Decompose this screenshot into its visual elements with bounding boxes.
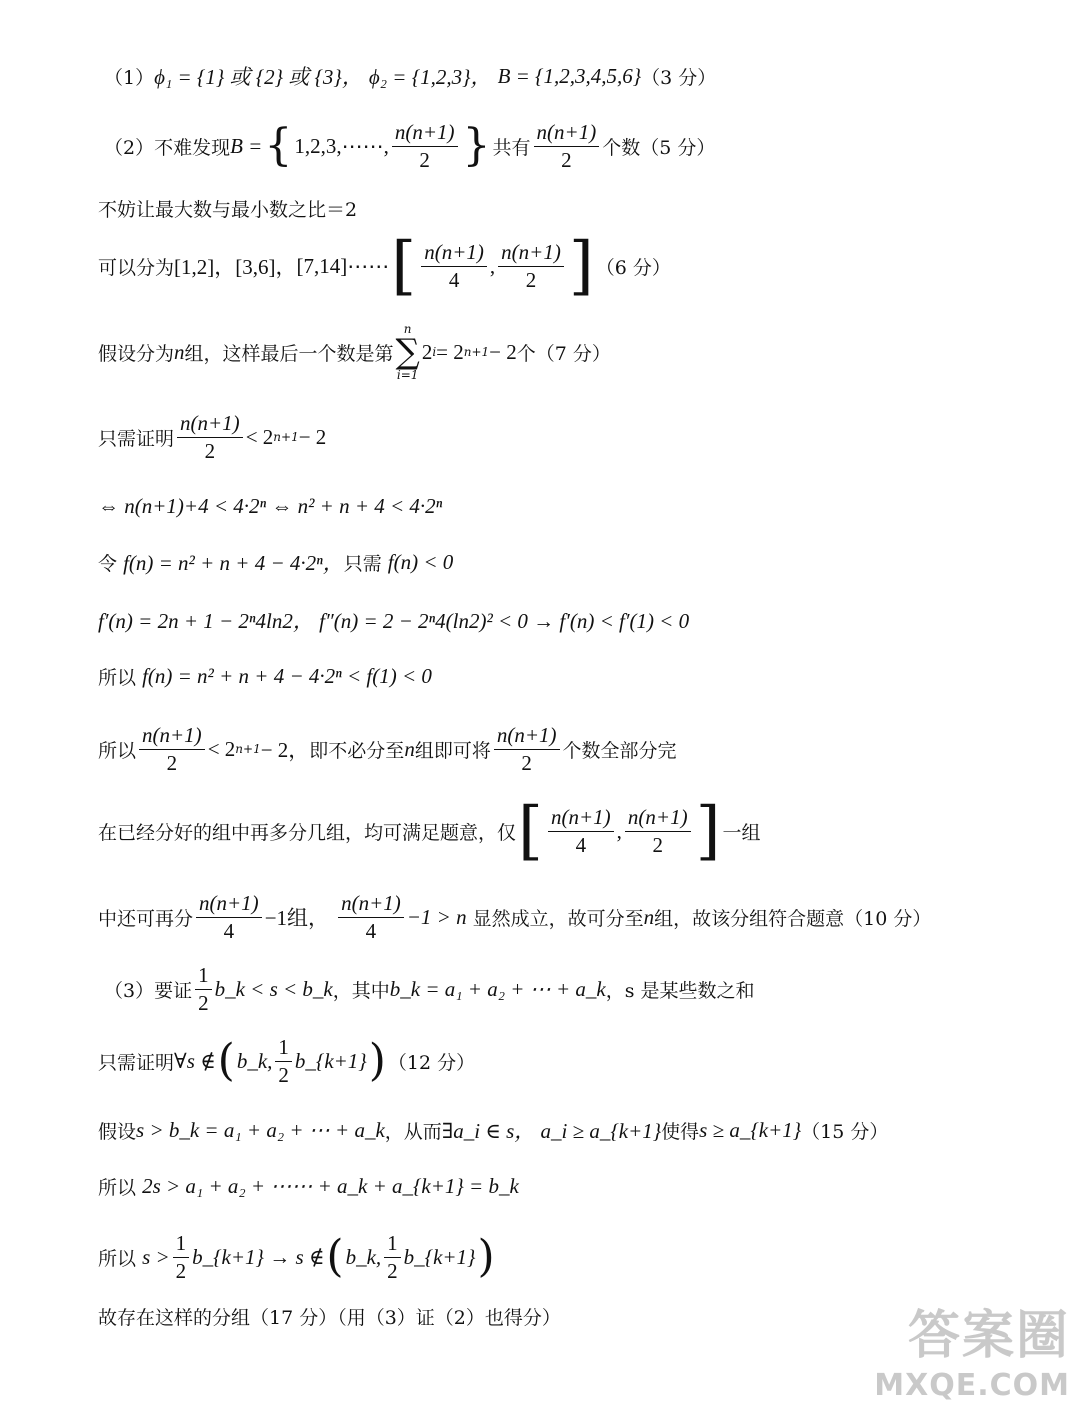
solution-line-9	[98, 604, 1050, 636]
formula: − 2，	[260, 738, 310, 762]
formula: 1,2,3,⋯⋯,	[294, 133, 389, 158]
text: 所以	[98, 1176, 137, 1199]
watermark-url: MXQE.COM	[874, 1368, 1070, 1403]
denominator: 2	[561, 147, 572, 172]
formula: −1组，	[264, 906, 330, 930]
formula: − 2	[298, 424, 327, 449]
denominator: 2	[166, 750, 178, 775]
fraction	[384, 1232, 401, 1281]
part-label: （1）	[104, 66, 155, 89]
solution-line-11	[98, 720, 1050, 778]
formula: ϕ₂ = {1,2,3}，	[368, 65, 492, 89]
right-paren: )	[368, 1035, 386, 1086]
denominator: 4	[448, 267, 460, 292]
text: 在已经分好的组中再多分几组，均可满足题意，仅	[98, 821, 517, 844]
part-label: （2）不难发现	[104, 136, 231, 159]
solution-line-7	[98, 490, 1050, 522]
denominator: 2	[419, 147, 430, 172]
denominator: 2	[175, 1258, 187, 1283]
formula: b_k,	[345, 1244, 382, 1269]
solution-line-12: 在已经分好的组中再多分几组，均可满足题意，仅 [ $\frac{n(n+1)}{4}$ , $\frac{n(n+1)}{2}$ ] 一组	[98, 794, 761, 868]
text: 只需证明	[98, 427, 175, 450]
solution-line-2	[104, 116, 1050, 176]
formula: B = {1,2,3,4,5,6}	[497, 63, 642, 88]
solution-line-15	[98, 1030, 1050, 1092]
formula: b_k = a₁ + a₂ + ⋯ + a_k	[389, 976, 606, 1001]
fraction	[173, 1232, 190, 1281]
numerator: n(n+1)	[421, 241, 487, 266]
right-brace: }	[462, 120, 491, 171]
numerator: n(n+1)	[139, 724, 205, 749]
text: 一组	[722, 821, 761, 844]
denominator: 2	[525, 267, 537, 292]
sigma-symbol: ∑	[395, 332, 420, 372]
numerator: n(n+1)	[177, 412, 243, 437]
part-label: （3）要证	[104, 979, 193, 1002]
solution-line-6	[98, 408, 1050, 466]
fraction	[625, 806, 691, 855]
formula: b_k,	[236, 1048, 273, 1073]
variable: n	[404, 736, 415, 761]
exponent: n+1	[463, 345, 490, 359]
formula: 2s > a₁ + a₂ + ⋯⋯ + a_k + a_{k+1} = b_k	[142, 1173, 519, 1198]
variable: n	[174, 339, 185, 364]
numerator: n(n+1)	[338, 892, 404, 917]
formula: B =	[230, 133, 263, 158]
text: 组，故该分组符合题意（10 分）	[654, 907, 932, 930]
fraction	[548, 806, 614, 855]
solution-line-14	[104, 960, 1050, 1018]
right-paren: )	[477, 1231, 495, 1282]
text: 只需	[343, 552, 382, 575]
text: 不妨让最大数与最小数之比＝2	[98, 198, 358, 221]
formula: s >	[142, 1244, 170, 1269]
formula: ϕ₁ = {1} 或 {2} 或 {3}，	[154, 65, 363, 89]
fraction	[534, 121, 600, 170]
formula: b_{k+1}	[403, 1244, 476, 1269]
formula: ∃a_i ∈ s， a_i ≥ a_{k+1}	[441, 1119, 662, 1143]
denominator: 2	[652, 832, 663, 857]
fraction	[392, 121, 458, 170]
text: 只需证明	[98, 1051, 175, 1074]
text: 假设	[98, 1120, 137, 1143]
numerator: n(n+1)	[392, 121, 458, 146]
text: 个（7 分）	[516, 342, 611, 365]
score-note: （12 分）	[387, 1051, 476, 1074]
numerator: 1	[384, 1232, 401, 1257]
text: 所以	[98, 666, 137, 689]
fraction	[338, 892, 404, 941]
text: ，s 是某些数之和	[605, 979, 755, 1002]
numerator: n(n+1)	[498, 241, 564, 266]
text: 所以	[98, 739, 137, 762]
text: 可以分为	[98, 256, 175, 279]
left-brace: {	[264, 120, 293, 171]
score-note: （6 分）	[595, 256, 671, 279]
summation	[396, 323, 420, 381]
solution-line-10	[98, 660, 1050, 692]
numerator: n(n+1)	[494, 724, 560, 749]
solution-line-18	[98, 1226, 1050, 1288]
text: 中还可再分	[98, 907, 194, 930]
formula: 2	[421, 339, 433, 364]
fraction	[421, 241, 487, 290]
formula: ⇔ n(n+1)+4 < 4·2ⁿ ⇔ n² + n + 4 < 4·2ⁿ	[98, 493, 443, 518]
numerator: n(n+1)	[534, 121, 600, 146]
text: 个数全部分完	[562, 739, 677, 762]
text: 共有	[492, 136, 531, 159]
exponent: n+1	[273, 430, 299, 444]
fraction	[139, 724, 205, 773]
fraction	[494, 724, 560, 773]
denominator: 2	[278, 1062, 289, 1087]
solution-line-1	[104, 60, 1050, 92]
solution-line-16	[98, 1114, 1050, 1146]
text: 所以	[98, 1247, 137, 1270]
sum-lower: i=1	[396, 368, 419, 382]
fraction	[177, 412, 243, 461]
fraction	[195, 964, 212, 1013]
denominator: 4	[365, 918, 377, 943]
interval: [1,2]，	[174, 255, 236, 279]
formula: − 2	[489, 339, 517, 364]
formula: f(n) = n² + n + 4 − 4·2ⁿ < f(1) < 0	[142, 663, 432, 688]
exponent: n+1	[235, 742, 261, 756]
denominator: 2	[387, 1258, 398, 1283]
denominator: 2	[204, 438, 216, 463]
solution-line-13	[98, 888, 1050, 946]
formula: ∀s ∉	[174, 1048, 216, 1073]
left-paren: (	[217, 1035, 235, 1086]
solution-line-5	[98, 322, 1050, 382]
formula: −1 > n	[406, 904, 467, 929]
text: 个数（5 分）	[602, 136, 716, 159]
text: 假设分为	[98, 342, 175, 365]
exponent: i	[432, 345, 437, 359]
numerator: n(n+1)	[548, 806, 614, 831]
formula: = 2	[436, 339, 464, 364]
left-paren: (	[326, 1231, 344, 1282]
fraction	[275, 1036, 292, 1085]
left-bracket: [	[391, 229, 417, 303]
fraction	[498, 241, 564, 290]
text: ，从而	[384, 1120, 442, 1143]
numerator: n(n+1)	[196, 892, 262, 917]
interval: [7,14]⋯⋯	[296, 253, 390, 278]
watermark-logo	[874, 1293, 1070, 1403]
formula: f(n) < 0	[387, 549, 454, 574]
denominator: 4	[575, 832, 587, 857]
solution-line-8	[98, 546, 1050, 578]
denominator: 2	[521, 750, 532, 775]
text: 令	[98, 552, 118, 575]
variable: n	[643, 904, 655, 929]
left-bracket: [	[518, 794, 543, 868]
denominator: 4	[223, 918, 235, 943]
formula: < 2	[207, 736, 236, 761]
formula: b_k < s < b_k	[214, 976, 333, 1001]
denominator: 2	[198, 990, 209, 1015]
formula: f′(n) = 2n + 1 − 2ⁿ4ln2， f″(n) = 2 − 2ⁿ4(ln2)² < 0 → f′(n) < f′(1) < 0	[98, 609, 690, 633]
text: 故存在这样的分组（17 分）（用（3）证（2）也得分）	[98, 1306, 561, 1329]
numerator: 1	[173, 1232, 190, 1257]
formula: b_{k+1} → s ∉	[192, 1244, 325, 1269]
solution-line-17	[98, 1170, 1050, 1202]
numerator: n(n+1)	[625, 806, 691, 831]
interval: [3,6]，	[235, 255, 297, 279]
text: 使得	[661, 1120, 700, 1143]
solution-line-3	[98, 192, 1050, 224]
right-bracket: ]	[695, 794, 721, 868]
score-note: （3 分）	[641, 66, 717, 89]
formula: b_{k+1}	[294, 1048, 367, 1073]
formula: f(n) = n² + n + 4 − 4·2ⁿ，	[123, 551, 344, 575]
formula: < 2	[245, 424, 274, 449]
text: 即不必分至	[309, 739, 405, 762]
watermark-text: 答案圈	[907, 1306, 1070, 1366]
formula: s ≥ a_{k+1}	[699, 1117, 802, 1142]
sum-upper: n	[403, 322, 412, 336]
right-bracket: ]	[568, 229, 594, 303]
solution-line-4: 可以分为 [1,2]， [3,6]， [7,14]⋯⋯ [ $\frac{n(n+1)}{4}$ , $\frac{n(n+1)}{2}$ ] （6 分）	[98, 229, 671, 303]
text: ，其中	[332, 979, 390, 1002]
text: 组即可将	[414, 739, 491, 762]
text: 显然成立，故可分至	[472, 907, 644, 930]
formula: s > b_k = a₁ + a₂ + ⋯ + a_k	[136, 1117, 385, 1142]
numerator: 1	[195, 964, 212, 989]
text: 组，这样最后一个数是第	[184, 342, 394, 365]
fraction	[196, 892, 262, 941]
numerator: 1	[275, 1036, 292, 1061]
score-note: （15 分）	[801, 1120, 889, 1143]
